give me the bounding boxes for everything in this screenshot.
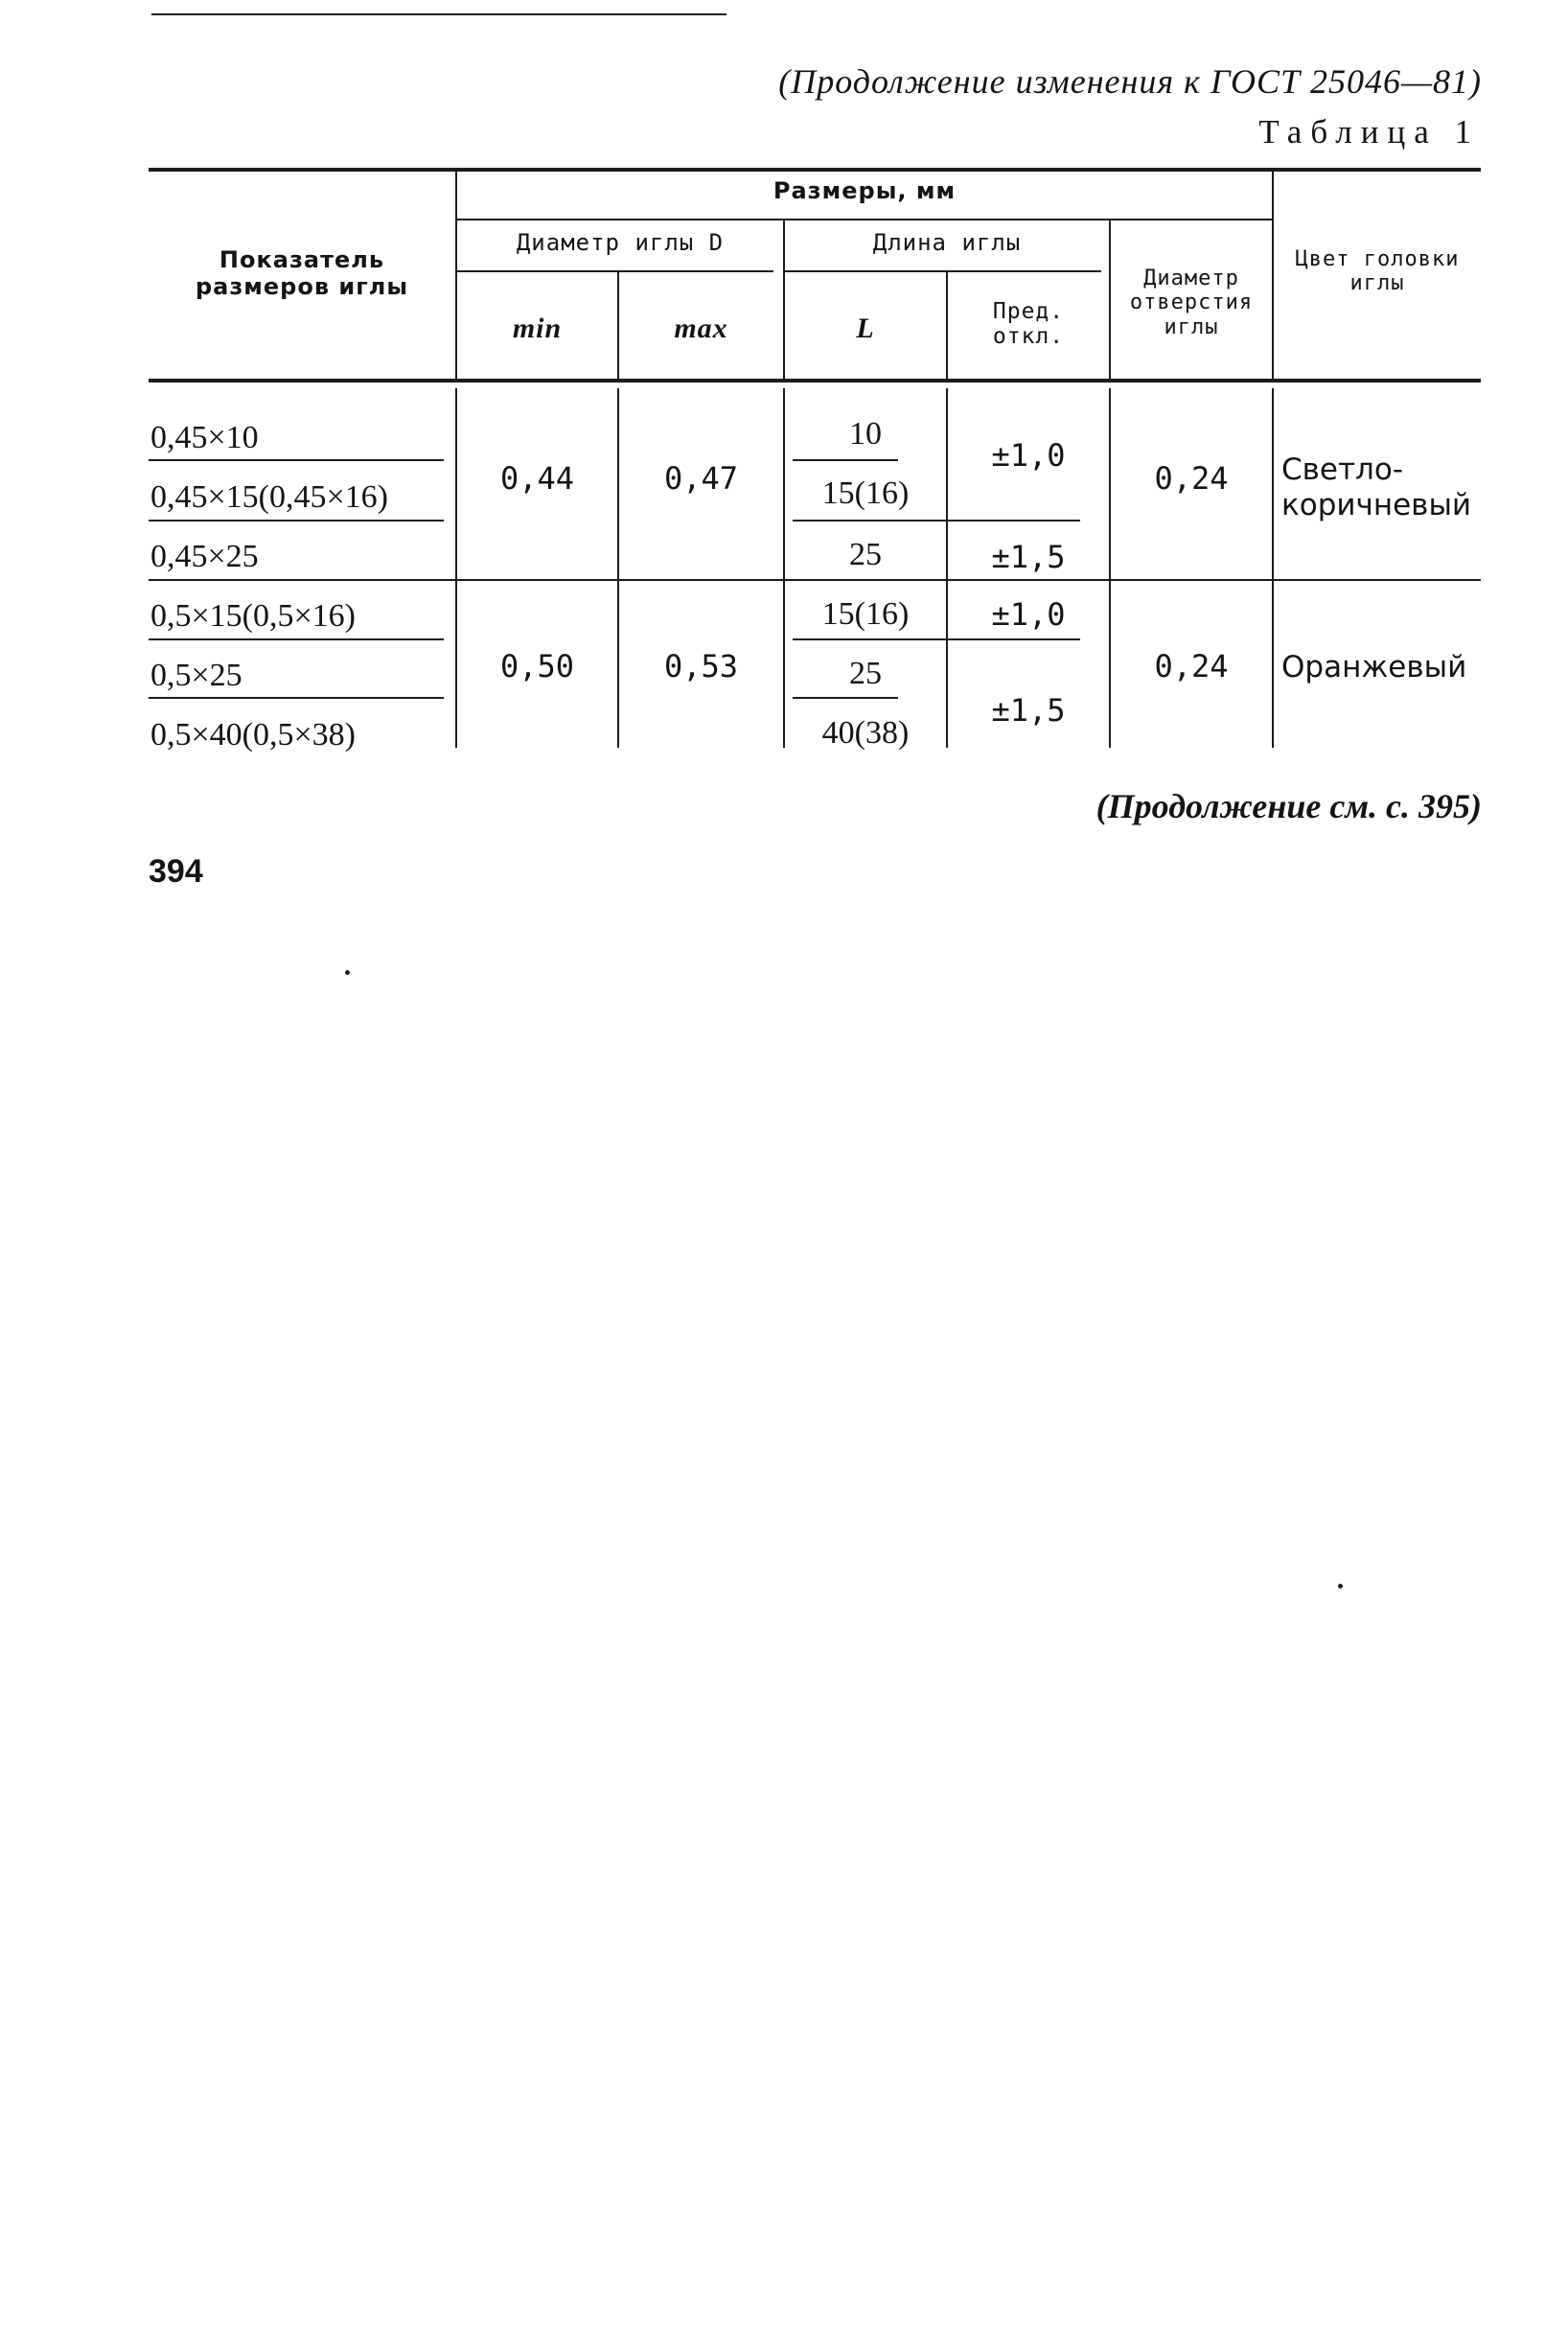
- diameter-min: 0,50: [499, 648, 575, 684]
- length-deviation: ±1,5: [991, 539, 1066, 575]
- head-color-line: Светло-: [1281, 452, 1404, 487]
- rule-under-diameter: [457, 270, 773, 272]
- row-label: 0,45×15(0,45×16): [150, 479, 388, 515]
- col-header-hole-diameter: [1111, 267, 1272, 339]
- length-value: 15(16): [821, 475, 910, 511]
- col-header-hole-line: иглы: [1164, 314, 1219, 339]
- continuation-note: (Продолжение изменения к ГОСТ 25046—81): [778, 62, 1482, 101]
- length-value: 40(38): [821, 715, 910, 751]
- row-rule: [149, 520, 444, 522]
- col-header-color-line: Цвет головки: [1295, 247, 1460, 271]
- length-deviation: ±1,5: [991, 692, 1066, 729]
- rule-under-dimensions: [457, 219, 1272, 220]
- row-rule: [149, 697, 444, 699]
- table-caption: Таблица 1: [1258, 113, 1480, 151]
- diameter-min: 0,44: [499, 460, 575, 497]
- length-value: 25: [849, 537, 882, 572]
- col-header-indicator: [149, 247, 455, 300]
- head-color-line: коричневый: [1281, 488, 1472, 523]
- row-rule: [793, 638, 1080, 640]
- row-rule: [793, 697, 898, 699]
- scan-speck: [345, 970, 350, 975]
- rule-under-length: [785, 270, 1101, 272]
- col-header-dev-line: откл.: [992, 324, 1065, 350]
- col-rule: [1272, 388, 1274, 748]
- hole-diameter: 0,24: [1154, 460, 1229, 497]
- data-table: [149, 0, 1481, 767]
- col-header-hole-line: отверстия: [1129, 290, 1254, 315]
- col-header-deviation: [948, 299, 1109, 350]
- diameter-max: 0,53: [663, 648, 739, 684]
- col-header-color-line: иглы: [1349, 271, 1405, 296]
- row-label: 0,5×40(0,5×38): [150, 717, 356, 753]
- length-value: 10: [849, 416, 882, 452]
- col-header-indicator-line: размеров иглы: [195, 272, 409, 300]
- col-header-head-color: [1274, 247, 1481, 296]
- row-rule: [793, 459, 898, 461]
- group-header-dimensions: Размеры, мм: [772, 177, 957, 204]
- col-header-min: min: [512, 313, 563, 344]
- table-top-rule: [149, 168, 1481, 172]
- group-rule: [149, 579, 1481, 581]
- page-number: 394: [149, 853, 203, 890]
- row-label: 0,5×15(0,5×16): [150, 598, 356, 634]
- row-label: 0,45×10: [150, 420, 259, 455]
- header-bottom-rule: [149, 379, 1481, 383]
- col-rule: [617, 388, 619, 748]
- col-rule: [455, 388, 457, 748]
- length-value: 15(16): [821, 596, 910, 632]
- diameter-max: 0,47: [663, 460, 739, 497]
- length-value: 25: [849, 656, 882, 691]
- scan-speck: [1338, 1584, 1343, 1588]
- col-rule: [1109, 388, 1111, 748]
- col-header-dev-line: Пред.: [992, 299, 1065, 324]
- row-label: 0,45×25: [150, 539, 259, 574]
- hole-diameter: 0,24: [1154, 648, 1229, 684]
- row-rule: [793, 520, 1080, 522]
- col-header-indicator-line: Показатель: [219, 246, 385, 273]
- col-header-hole-line: Диаметр: [1143, 267, 1239, 290]
- head-color-line: Оранжевый: [1281, 650, 1467, 684]
- col-header-L: L: [856, 313, 875, 344]
- length-deviation: ±1,0: [991, 596, 1066, 633]
- group-header-diameter: Диаметр иглы D: [516, 229, 725, 256]
- head-color: [1281, 452, 1471, 523]
- group-header-length: Длина иглы: [872, 229, 1022, 256]
- row-rule: [149, 459, 444, 461]
- row-label: 0,5×25: [150, 658, 242, 693]
- length-deviation: ±1,0: [991, 437, 1066, 474]
- footer-continuation: (Продолжение см. с. 395): [1095, 787, 1482, 825]
- row-rule: [149, 638, 444, 640]
- head-color: [1281, 650, 1466, 685]
- col-header-max: max: [674, 313, 728, 344]
